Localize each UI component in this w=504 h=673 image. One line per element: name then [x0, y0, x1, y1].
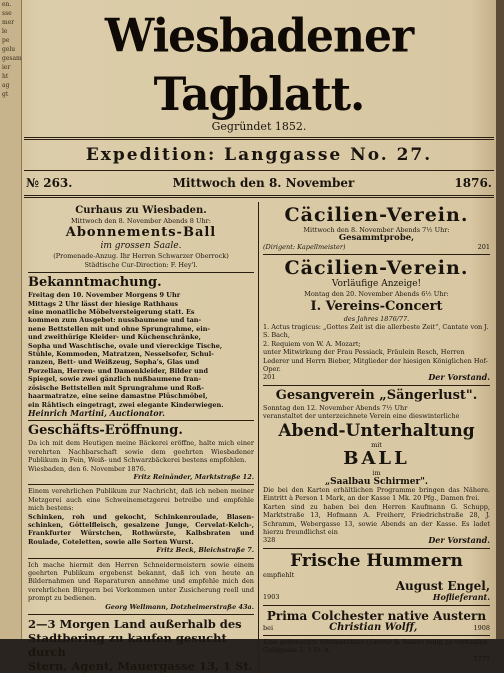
divider [24, 170, 494, 171]
sign-text: Heinrich Martini, Auctionator. [28, 407, 165, 418]
ad-number: 1903 [263, 593, 280, 602]
ad-sign: Der Vorstand. [428, 372, 490, 383]
ad-title: Frische Hummern [290, 550, 463, 571]
ad-items: Schinken, roh und gekocht, Schinkenroulade, Blasen-schinken, Göttelfleisch, gesalzene Junge, Cervelat-Kelch-, Frankfurter Würstchen, Rothwürste, Kalbsbraten und Roulade, Coteletten, sowie alle Sorten Wurst. [28, 512, 254, 546]
ad-sign: Der Vorstand. [428, 535, 490, 546]
ad-title: Gesangverein „Sängerlust". [275, 387, 478, 403]
margin-fragment: gelu [2, 46, 16, 53]
ad-title: Cäcilien-Verein. [284, 204, 469, 226]
ad-tickets: Karten sind zu haben bei den Herren Kaufmann G. Schupp, Marktstraße 13, Hofmann A. Freiherr, Friedrichstraße 28, J. Schramm, Webergasse 13, sowie Abends an der Kasse. Es ladet hierzu freundlichst ein [263, 502, 490, 536]
founded-line: Gegründet 1852. [211, 120, 307, 133]
ad-event: Gesammtprobe, [338, 233, 415, 244]
ad-sign: Fritz Beck, Bleichstraße 7. [156, 546, 254, 555]
margin-fragment: le [2, 28, 8, 35]
margin-fragment: ier [2, 64, 11, 71]
expedition-line: Expedition: Langgasse No. 27. [85, 145, 433, 165]
ad-program: Die bei den Karten erhältlichen Programme bringen das Nähere. Eintritt à Person 1 Mark, an der Kasse 1 Mk. 20 Pfg., Damen frei. [263, 485, 490, 503]
ad-footer [263, 536, 490, 544]
ad-metzgerei [28, 485, 254, 558]
ad-line: ranzen, Bett- und Weißzeug, Sopha's, Glas und [28, 358, 200, 367]
ad-role: Hoflieferant. [432, 592, 490, 603]
ad-line: ein Rähtisch eingetragt, zwei elegante Kinderwiegen. [28, 400, 224, 409]
ad-name: August Engel, [395, 579, 490, 594]
ad-body: Ich mache hiermit den Herren Schneidermeistern sowie einem geehrten Publikum ergebenst bekannt, daß ich von heute an Bildernahmen und Reparaturen annehme und empfehle mich den verehrlichen Bürgern bei Vorkommen unter Zusicherung reell und prompt zu bedienen. [28, 560, 254, 603]
ad-pre: bei [263, 623, 274, 632]
right-column [259, 202, 494, 673]
ad-place: im grossen Saale. [100, 241, 182, 252]
issue-number: № 263. [26, 176, 73, 190]
ad-line: Porzellan, Herren- und Damenkleider, Bilder und [28, 366, 209, 375]
left-column [24, 202, 259, 673]
margin-fragment: gt [2, 91, 9, 98]
ad-line: eine monatliche Möbelversteigerung statt. Es [28, 308, 195, 317]
ad-number: 1908 [473, 623, 490, 632]
ad-pre: empfiehlt [263, 570, 295, 579]
margin-fragment: mer [2, 19, 15, 26]
ad-when: Mittwoch den 8. November Abends 7½ Uhr: [303, 226, 450, 234]
issue-year: 1876. [454, 176, 492, 190]
ad-event: Abonnements-Ball [65, 225, 217, 241]
ad-cast: unter Mitwirkung der Frau Pessiack, Fräulein Resch, Herren Lederer und Herrn Bieber, Mitglieder der hiesigen Königlichen Hof-Oper. [263, 348, 488, 374]
book-edge [496, 0, 504, 639]
ad-line: haarmatratze, eine seine damastne Plüschmöbel, [28, 392, 208, 401]
ad-line: und zweithürige Kleider- und Küchenschränke, [28, 333, 201, 342]
page-content [24, 4, 494, 673]
ad-hummern [263, 549, 490, 606]
ad-ball: BALL [343, 448, 410, 470]
ad-sign [28, 409, 254, 417]
ad-title: Prima Colchester native Austern [266, 608, 487, 623]
ad-kurhaus [28, 202, 254, 273]
ad-when: Mittwoch den 8. November Abends 8 Uhr: [71, 217, 211, 225]
columns [24, 202, 494, 673]
ad-place-pre: im [372, 469, 381, 478]
margin-fragment: sse [2, 10, 12, 17]
margin-fragment: ht [2, 73, 9, 80]
ad-sub: Vorläufige Anzeige! [331, 279, 422, 290]
ad-name: Christian Wolff, [329, 621, 418, 633]
ad-line: Freitag den 10. November Morgens 9 Uhr [28, 291, 181, 300]
ad-line: Mittags 2 Uhr lässt der hiesige Rathhaus [28, 299, 179, 308]
ad-geschaeft [28, 421, 254, 485]
ad-land [28, 615, 254, 673]
ad-number: 328 [263, 536, 276, 545]
ad-dress: (Promenade-Anzug. Ihr Herren Schwarzer Oberrock) [53, 252, 229, 261]
divider [24, 195, 494, 198]
ad-line: Stadtbering zu kaufen gesucht durch [28, 631, 227, 660]
ad-title: Cäcilien-Verein. [284, 257, 469, 280]
ad-note: (Dirigent: Kapellmeister) [263, 242, 346, 251]
ad-line: nene Bettstellen mit und ohne Sprungrahme, ein- [28, 324, 211, 333]
margin-fragment: en. [2, 1, 12, 8]
ad-line: Spiegel, sowie zwei gänzlich nußbaumene fran- [28, 375, 202, 384]
ad-intro: Einem verehrlichen Publikum zur Nachricht, daß ich neben meiner Metzgerei auch eine Schweinemetzgerei betreibe und empfehle mich bestens: [28, 487, 254, 513]
margin-fragment: ag [2, 82, 10, 89]
adjacent-page-margin [0, 0, 22, 639]
ad-caecilien-concert [263, 255, 490, 386]
ad-line: Stühle, Kommoden, Matratzen, Nesselsofer, Schul- [28, 350, 214, 359]
ad-intro: veranstaltet der unterzeichnete Verein eine dieswinterliche [263, 412, 460, 421]
ad-line: Sopha und Waschtische, ovale und viereckige Tische, [28, 341, 223, 350]
masthead-title: Wiesbadener Tagblatt. [104, 9, 414, 122]
ad-footer [263, 243, 490, 251]
ad-number: 201 [263, 373, 276, 382]
ad-line: zösische Bettstellen mit Sprungrahme und Roß- [28, 383, 204, 392]
ad-title: Curhaus zu Wiesbaden. [75, 205, 207, 216]
ad-austern [263, 606, 490, 636]
ad-title: Bekanntmachung. [28, 275, 162, 291]
ad-item: 1. Actus tragicus: „Gottes Zeit ist die allerbeste Zeit", Cantate von J. S. Bach, [263, 323, 489, 340]
ad-body: Da ich mit dem Heutigen meine Bäckerei eröffne, halte mich einer verehrten Nachbarschaft sowie dem geehrten Wiesbadener Publikum in Fein, Weiß- und Schwarzbäckerei bestens empfohlen. [28, 439, 254, 465]
ad-event: Abend-Unterhaltung [278, 420, 475, 441]
ad-when: Montag den 20. November Abends 6½ Uhr: [304, 290, 449, 299]
ad-line: kommen zum Ausgebot: nussbaumene und tan- [28, 316, 202, 325]
ad-season: des Jahres 1876/77. [343, 314, 410, 323]
ad-title: Geschäfts-Eröffnung. [28, 423, 183, 439]
ad-item: 2. Requiem von W. A. Mozart; [263, 339, 361, 348]
ad-sign: Fritz Reinänder, Marktstraße 12. [133, 472, 254, 481]
ad-date: Wiesbaden, den 6. November 1876. [28, 464, 146, 473]
ad-sign: Georg Wellmann, Dotzheimerstraße 43a. [105, 602, 254, 611]
margin-fragment: pe [2, 37, 10, 44]
ad-naehmaschine [263, 636, 490, 663]
issue-date: Mittwoch den 8. November [172, 176, 355, 190]
ad-saengerlust [263, 386, 490, 549]
ad-body: Eine gebrauchte Nähmaschine (Grover & Baker) billig zu verkaufen Goldgasse 2, 1 St. h. [263, 637, 488, 655]
ad-with: mit [371, 440, 382, 449]
dateline [24, 175, 494, 191]
ad-caecilien-probe [263, 202, 490, 255]
ad-footer [263, 593, 490, 601]
ad-schneider [28, 559, 254, 615]
ad-footer [263, 373, 490, 381]
ad-sign: Städtische Cur-Direction: F. Hey'l. [84, 260, 198, 269]
ad-footer [263, 621, 490, 633]
ad-bekanntmachung [28, 273, 254, 421]
margin-fragment: gesam [2, 55, 22, 62]
divider [24, 137, 494, 140]
ad-when: Sonntag den 12. November Abends 7½ Uhr [263, 403, 408, 412]
ad-number: 1777 [473, 654, 490, 663]
ad-place: „Saalbau Schirmer". [324, 476, 429, 487]
ad-concert: I. Vereins-Concert [310, 298, 443, 314]
ad-line: Stern, Agent, Mauergasse 13, 1 St. [28, 659, 253, 673]
ad-number: 201 [477, 242, 490, 251]
ad-line: 2—3 Morgen Land außerhalb des [28, 617, 242, 632]
